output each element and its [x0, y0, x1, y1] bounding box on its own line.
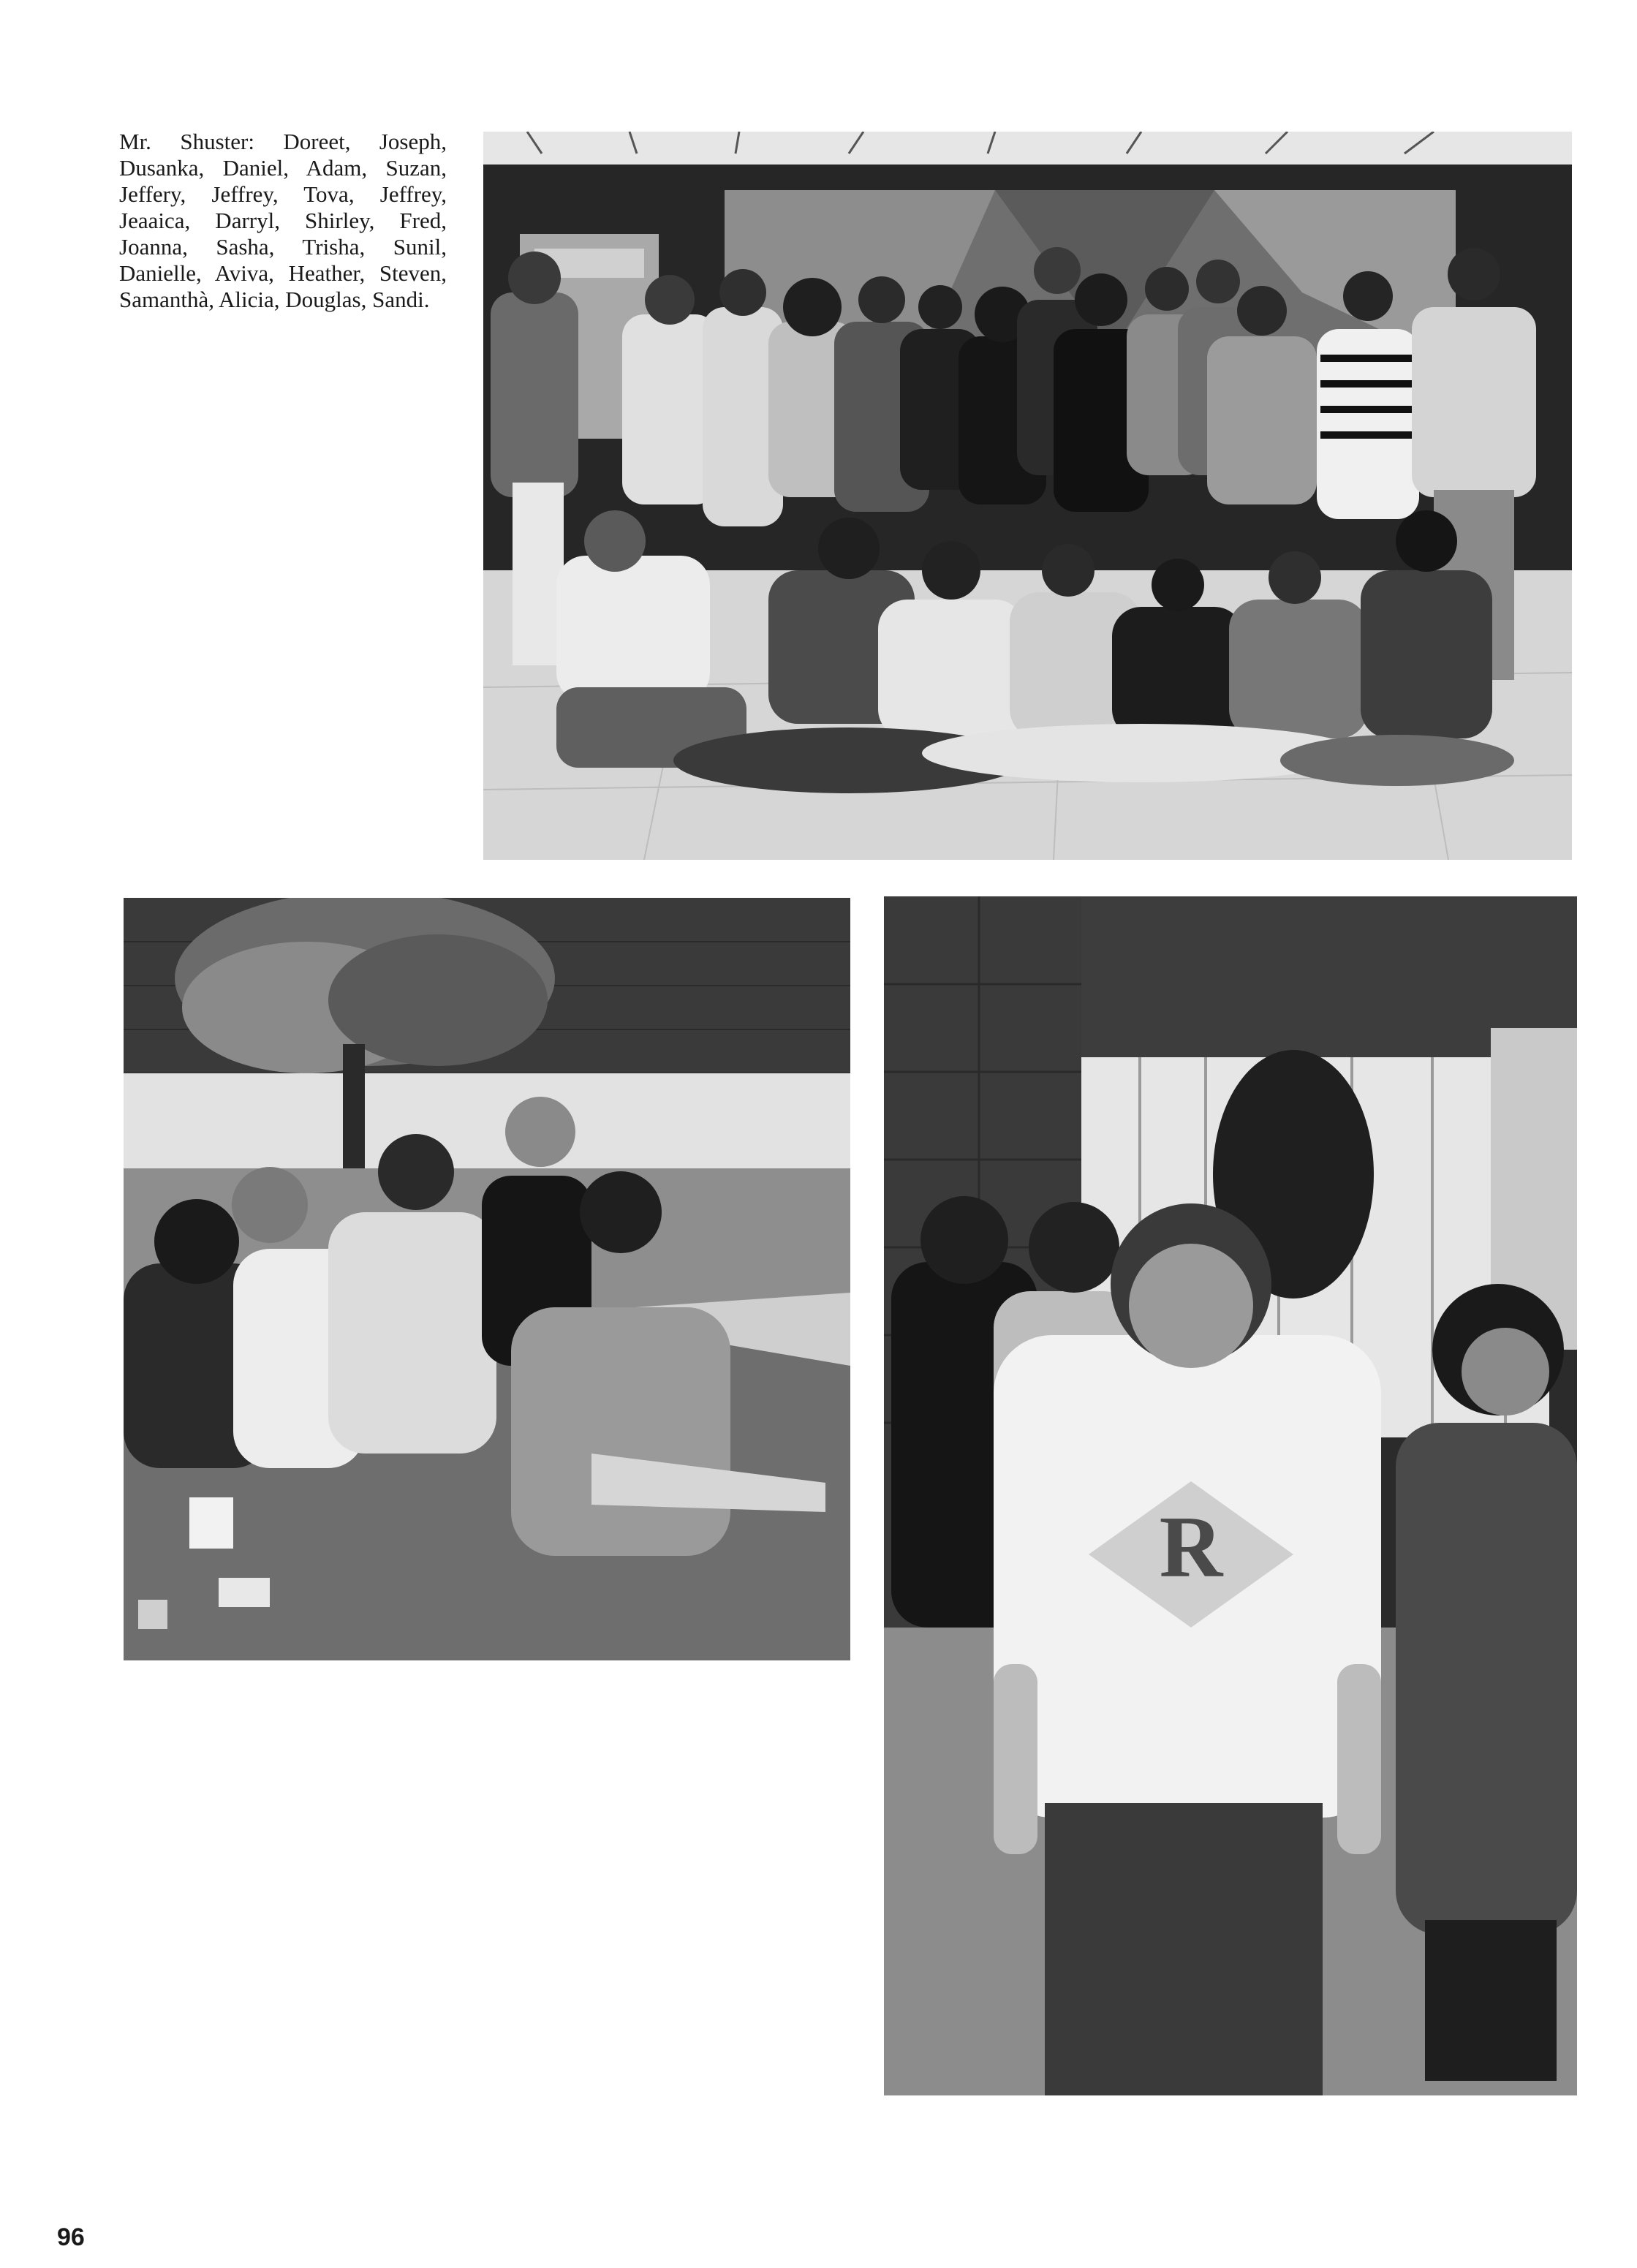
outdoor-students-photo — [124, 898, 850, 1660]
hallway-students-photo — [884, 896, 1577, 2095]
page-number: 96 — [57, 2223, 85, 2251]
hallway-students-photo-illustration — [884, 896, 1577, 2095]
class-group-photo — [483, 132, 1572, 860]
photo-caption: Mr. Shuster: Doreet, Joseph, Dusanka, Daniel, Adam, Suzan, Jeffery, Jeffrey, Tova, Jeffrey, Jeaaica, Darryl, Shirley, Fred, Joanna, Sasha, Trisha, Sunil, Danielle, Aviva, Heather, Steven, Samanthà, Alicia, Douglas, Sandi. — [119, 129, 447, 312]
outdoor-students-photo-illustration — [124, 898, 850, 1660]
class-group-photo-illustration — [483, 132, 1572, 860]
svg-text:R: R — [1159, 1498, 1223, 1595]
